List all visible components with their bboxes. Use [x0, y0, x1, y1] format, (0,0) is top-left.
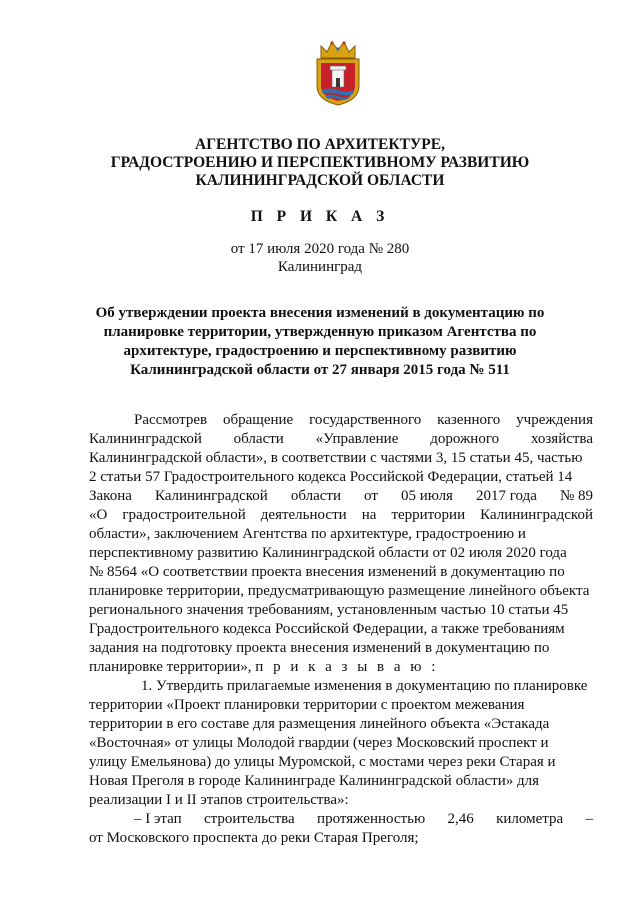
- body-line: перспективному развитию Калининградской области от 02 июля 2020 года: [89, 545, 567, 561]
- subject-line-1: Об утверждении проекта внесения изменений в документацию по: [95, 305, 545, 321]
- body-line: «О градостроительной деятельности на территории Калининградской: [89, 507, 593, 523]
- order-title: П Р И К А З: [250, 208, 390, 225]
- body-line: задания на подготовку проекта внесения изменений в документацию по: [89, 640, 550, 656]
- body-line: Калининградской области», в соответствии с частями 3, 15 статьи 45, частью: [89, 450, 583, 466]
- order-verb: п р и к а з ы в а ю :: [255, 659, 439, 675]
- body-line: реализации I и II этапов строительства»:: [89, 792, 349, 808]
- order-city: Калининград: [277, 259, 363, 275]
- body-line: – I этап строительства протяженностью 2,46 километра –: [134, 811, 593, 827]
- body-line: территории «Проект планировки территории с проектом межевания: [89, 697, 525, 713]
- order-date: от 17 июля 2020 года № 280: [230, 241, 410, 257]
- body-line: области», заключением Агентства по архитектуре, градостроению и: [89, 526, 526, 542]
- body-line: планировке территории», п р и к а з ы в а ю :: [89, 659, 439, 675]
- subject-line-2: планировке территории, утвержденную приказом Агентства по: [103, 324, 537, 340]
- order-subject: [70, 304, 570, 380]
- body-line: Градостроительного кодекса Российской Федерации, а также требованиям: [89, 621, 565, 637]
- body-line: территории в его составе для размещения линейного объекта «Эстакада: [89, 716, 550, 732]
- subject-line-3: архитектуре, градостроению и перспективному развитию: [123, 343, 517, 359]
- body-line: 2 статьи 57 Градостроительного кодекса Российской Федерации, статьей 14: [89, 469, 573, 485]
- agency-line-3: КАЛИНИНГРАДСКОЙ ОБЛАСТИ: [195, 172, 445, 189]
- agency-line-2: ГРАДОСТРОЕНИЮ И ПЕРСПЕКТИВНОМУ РАЗВИТИЮ: [110, 154, 530, 171]
- coat-of-arms-icon: [313, 40, 363, 106]
- body-line: Закона Калининградской области от 05 июля 2017 года № 89: [89, 488, 593, 504]
- subject-line-4: Калининградской области от 27 января 2015 года № 511: [130, 362, 510, 378]
- body-line: Калининградской области «Управление дорожного хозяйства: [89, 431, 593, 447]
- order-date-block: [60, 240, 580, 276]
- body-line: от Московского проспекта до реки Старая Преголя;: [89, 830, 419, 846]
- body-line: Рассмотрев обращение государственного казенного учреждения: [134, 412, 593, 428]
- body-line: улицу Емельянова) до улицы Муромской, с мостами через реки Старая и: [89, 754, 556, 770]
- body-line: 1. Утвердить прилагаемые изменения в документацию по планировке: [141, 678, 588, 694]
- body-line: планировке территории, предусматривающую размещение линейного объекта: [89, 583, 590, 599]
- body-line: регионального значения требованиям, установленным частью 10 статьи 45: [89, 602, 569, 618]
- body-line: Новая Преголя в городе Калининграде Калининградской области» для: [89, 773, 539, 789]
- agency-name: [60, 136, 580, 190]
- body-line: № 8564 «О соответствии проекта внесения изменений в документацию по: [89, 564, 565, 580]
- body-line: «Восточная» от улицы Молодой гвардии (через Московский проспект и: [89, 735, 549, 751]
- agency-line-1: АГЕНТСТВО ПО АРХИТЕКТУРЕ,: [195, 136, 445, 153]
- order-body: [89, 411, 593, 848]
